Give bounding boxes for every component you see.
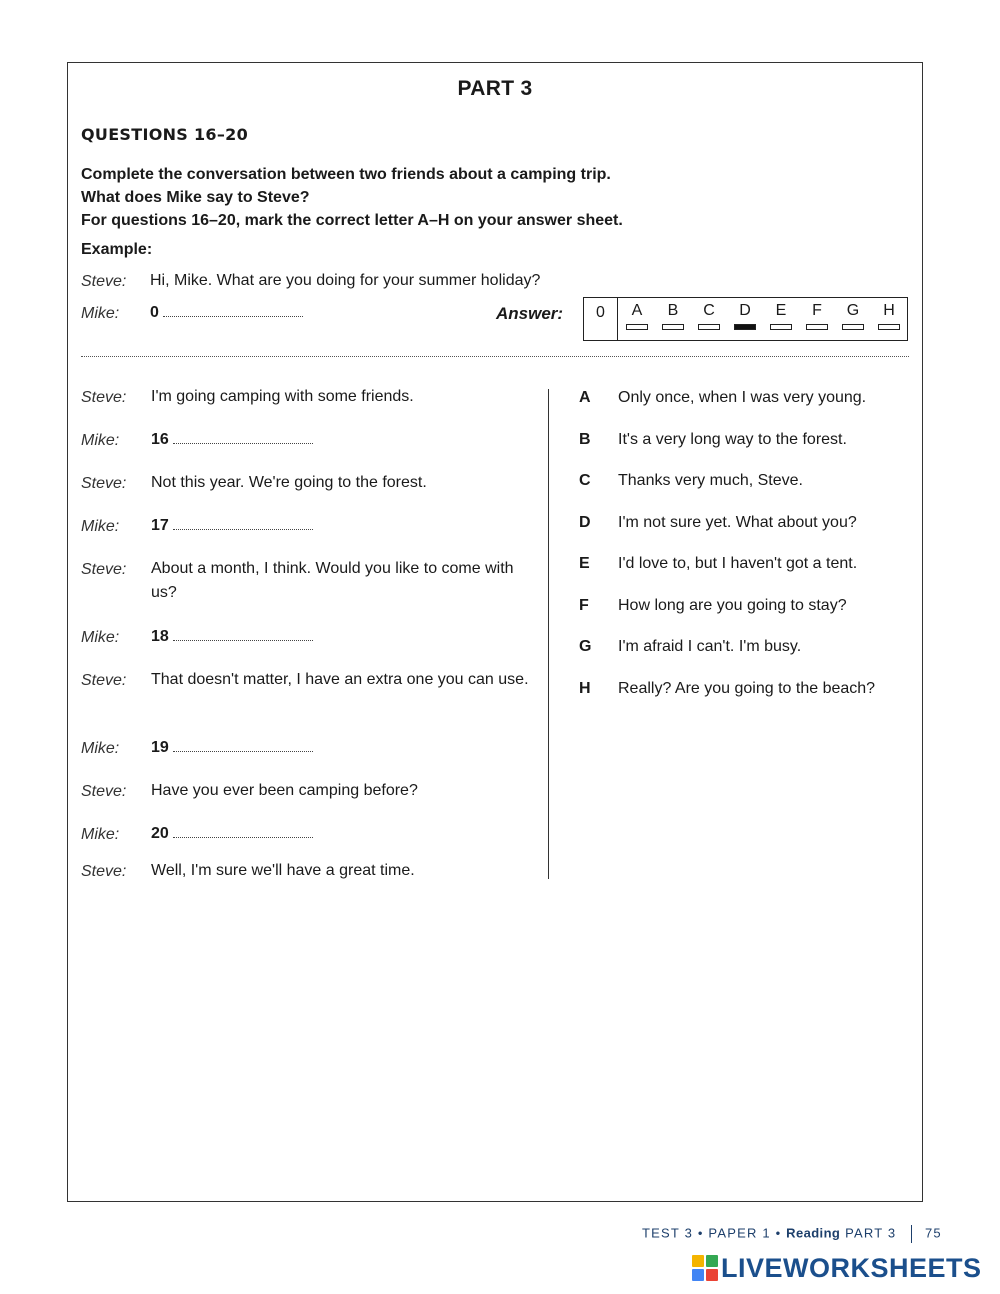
example-speaker-mike: Mike: (81, 305, 120, 322)
answer-mark-box (878, 324, 900, 330)
instructions (81, 163, 623, 232)
dialogue-speaker: Steve: (81, 783, 127, 800)
footer-divider (911, 1225, 912, 1243)
answer-option-g[interactable] (841, 302, 865, 330)
answer-blank[interactable] (173, 833, 313, 838)
dialogue-line: I'm going camping with some friends. (151, 388, 414, 405)
instruction-line: Complete the conversation between two friends about a camping trip. (81, 166, 611, 183)
answer-blank (163, 312, 303, 317)
example-steve-line: Hi, Mike. What are you doing for your summer holiday? (150, 272, 541, 289)
option-text-g: I'm afraid I can't. I'm busy. (618, 638, 802, 655)
option-letter: H (579, 679, 591, 697)
bullet-icon: • (697, 1225, 704, 1241)
dotted-divider (81, 356, 909, 357)
dialogue-speaker: Steve: (81, 672, 127, 689)
answer-option-c[interactable] (697, 302, 721, 330)
example-number: 0 (150, 304, 159, 321)
answer-option-letter: A (631, 302, 643, 319)
answer-option-letter: H (883, 302, 895, 319)
brand-watermark (692, 1253, 982, 1283)
dialogue-speaker: Mike: (81, 629, 120, 646)
answer-gap-16[interactable] (151, 428, 531, 452)
logo-square (692, 1269, 704, 1281)
dialogue-speaker: Mike: (81, 432, 120, 449)
answer-option-letter: E (775, 302, 787, 319)
answer-blank[interactable] (173, 747, 313, 752)
question-number: 17 (151, 517, 169, 534)
answer-option-d[interactable] (733, 302, 757, 330)
answer-option-letter: D (739, 302, 751, 319)
option-letter: F (579, 596, 589, 614)
liveworksheets-logo-icon (692, 1255, 718, 1281)
answer-option-letter: F (812, 302, 822, 319)
answer-blank[interactable] (173, 636, 313, 641)
question-number: 19 (151, 739, 169, 756)
option-letter: A (579, 389, 591, 406)
answer-gap-19[interactable] (151, 736, 531, 760)
logo-square (706, 1269, 718, 1281)
dialogue-speaker: Mike: (81, 740, 120, 757)
option-letter: G (579, 638, 592, 655)
bullet-icon: • (775, 1225, 782, 1241)
example-label: Example: (81, 241, 153, 258)
dialogue-speaker: Steve: (81, 561, 127, 578)
answer-mark-box (626, 324, 648, 330)
answer-label: Answer: (496, 304, 564, 323)
dialogue-speaker: Steve: (81, 475, 127, 492)
dialogue-speaker: Mike: (81, 518, 120, 535)
answer-mark-box (662, 324, 684, 330)
answer-option-b[interactable] (661, 302, 685, 330)
column-divider (548, 389, 549, 879)
answer-number: 0 (584, 298, 618, 340)
footer-test: TEST 3 (642, 1225, 694, 1241)
option-text-h: Really? Are you going to the beach? (618, 679, 876, 697)
dialogue-line: Not this year. We're going to the forest. (151, 474, 427, 491)
answer-gap-20[interactable] (151, 822, 531, 846)
instruction-line: For questions 16–20, mark the correct letter A–H on your answer sheet. (81, 212, 623, 229)
dialogue-speaker: Mike: (81, 826, 120, 843)
option-letter: B (579, 430, 591, 448)
answer-option-letter: B (667, 302, 679, 319)
answer-mark-box (806, 324, 828, 330)
answer-mark-box (698, 324, 720, 330)
answer-option-f[interactable] (805, 302, 829, 330)
answer-option-letter: G (846, 302, 860, 319)
dialogue-line: That doesn't matter, I have an extra one you can use. (151, 671, 529, 688)
footer-section: Reading (786, 1225, 841, 1241)
logo-square (706, 1255, 718, 1267)
question-number: 16 (151, 431, 169, 448)
option-text-d: I'm not sure yet. What about you? (618, 513, 857, 531)
answer-mark-box (842, 324, 864, 330)
page-number: 75 (924, 1225, 942, 1241)
option-text-e: I'd love to, but I haven't got a tent. (618, 555, 858, 572)
option-letter: C (579, 472, 591, 489)
answer-gap-18[interactable] (151, 625, 531, 649)
answer-sheet-box (583, 297, 908, 341)
question-number: 20 (151, 825, 169, 842)
answer-option-e[interactable] (769, 302, 793, 330)
page-title: PART 3 (457, 77, 533, 100)
answer-blank[interactable] (173, 525, 313, 530)
dialogue-line: Have you ever been camping before? (151, 782, 418, 799)
option-text-b: It's a very long way to the forest. (618, 430, 847, 448)
option-text-a: Only once, when I was very young. (618, 389, 867, 406)
dialogue-line: About a month, I think. Would you like to come with us? (151, 560, 514, 601)
exam-page-frame (67, 62, 923, 1202)
example-speaker-steve: Steve: (81, 273, 127, 290)
footer-paper: PAPER 1 (708, 1225, 771, 1241)
answer-option-letter: C (703, 302, 715, 319)
instruction-line: What does Mike say to Steve? (81, 189, 310, 206)
answer-option-h[interactable] (877, 302, 901, 330)
answer-option-a[interactable] (625, 302, 649, 330)
dialogue-speaker: Steve: (81, 863, 127, 880)
option-letter: D (579, 513, 591, 531)
dialogue-speaker: Steve: (81, 389, 127, 406)
option-text-f: How long are you going to stay? (618, 596, 847, 614)
option-text-c: Thanks very much, Steve. (618, 472, 803, 489)
example-mike-answer (150, 301, 303, 325)
answer-mark-box (734, 324, 756, 330)
footer-part: PART 3 (845, 1225, 897, 1241)
questions-heading: QUESTIONS 16–20 (81, 125, 249, 144)
answer-mark-box (770, 324, 792, 330)
option-letter: E (579, 555, 590, 572)
brand-name: LIVEWORKSHEETS (721, 1252, 982, 1283)
question-number: 18 (151, 628, 169, 645)
answer-gap-17[interactable] (151, 514, 531, 538)
answer-blank[interactable] (173, 439, 313, 444)
logo-square (692, 1255, 704, 1267)
dialogue-line: Well, I'm sure we'll have a great time. (151, 862, 415, 879)
page-footer (642, 1225, 942, 1243)
